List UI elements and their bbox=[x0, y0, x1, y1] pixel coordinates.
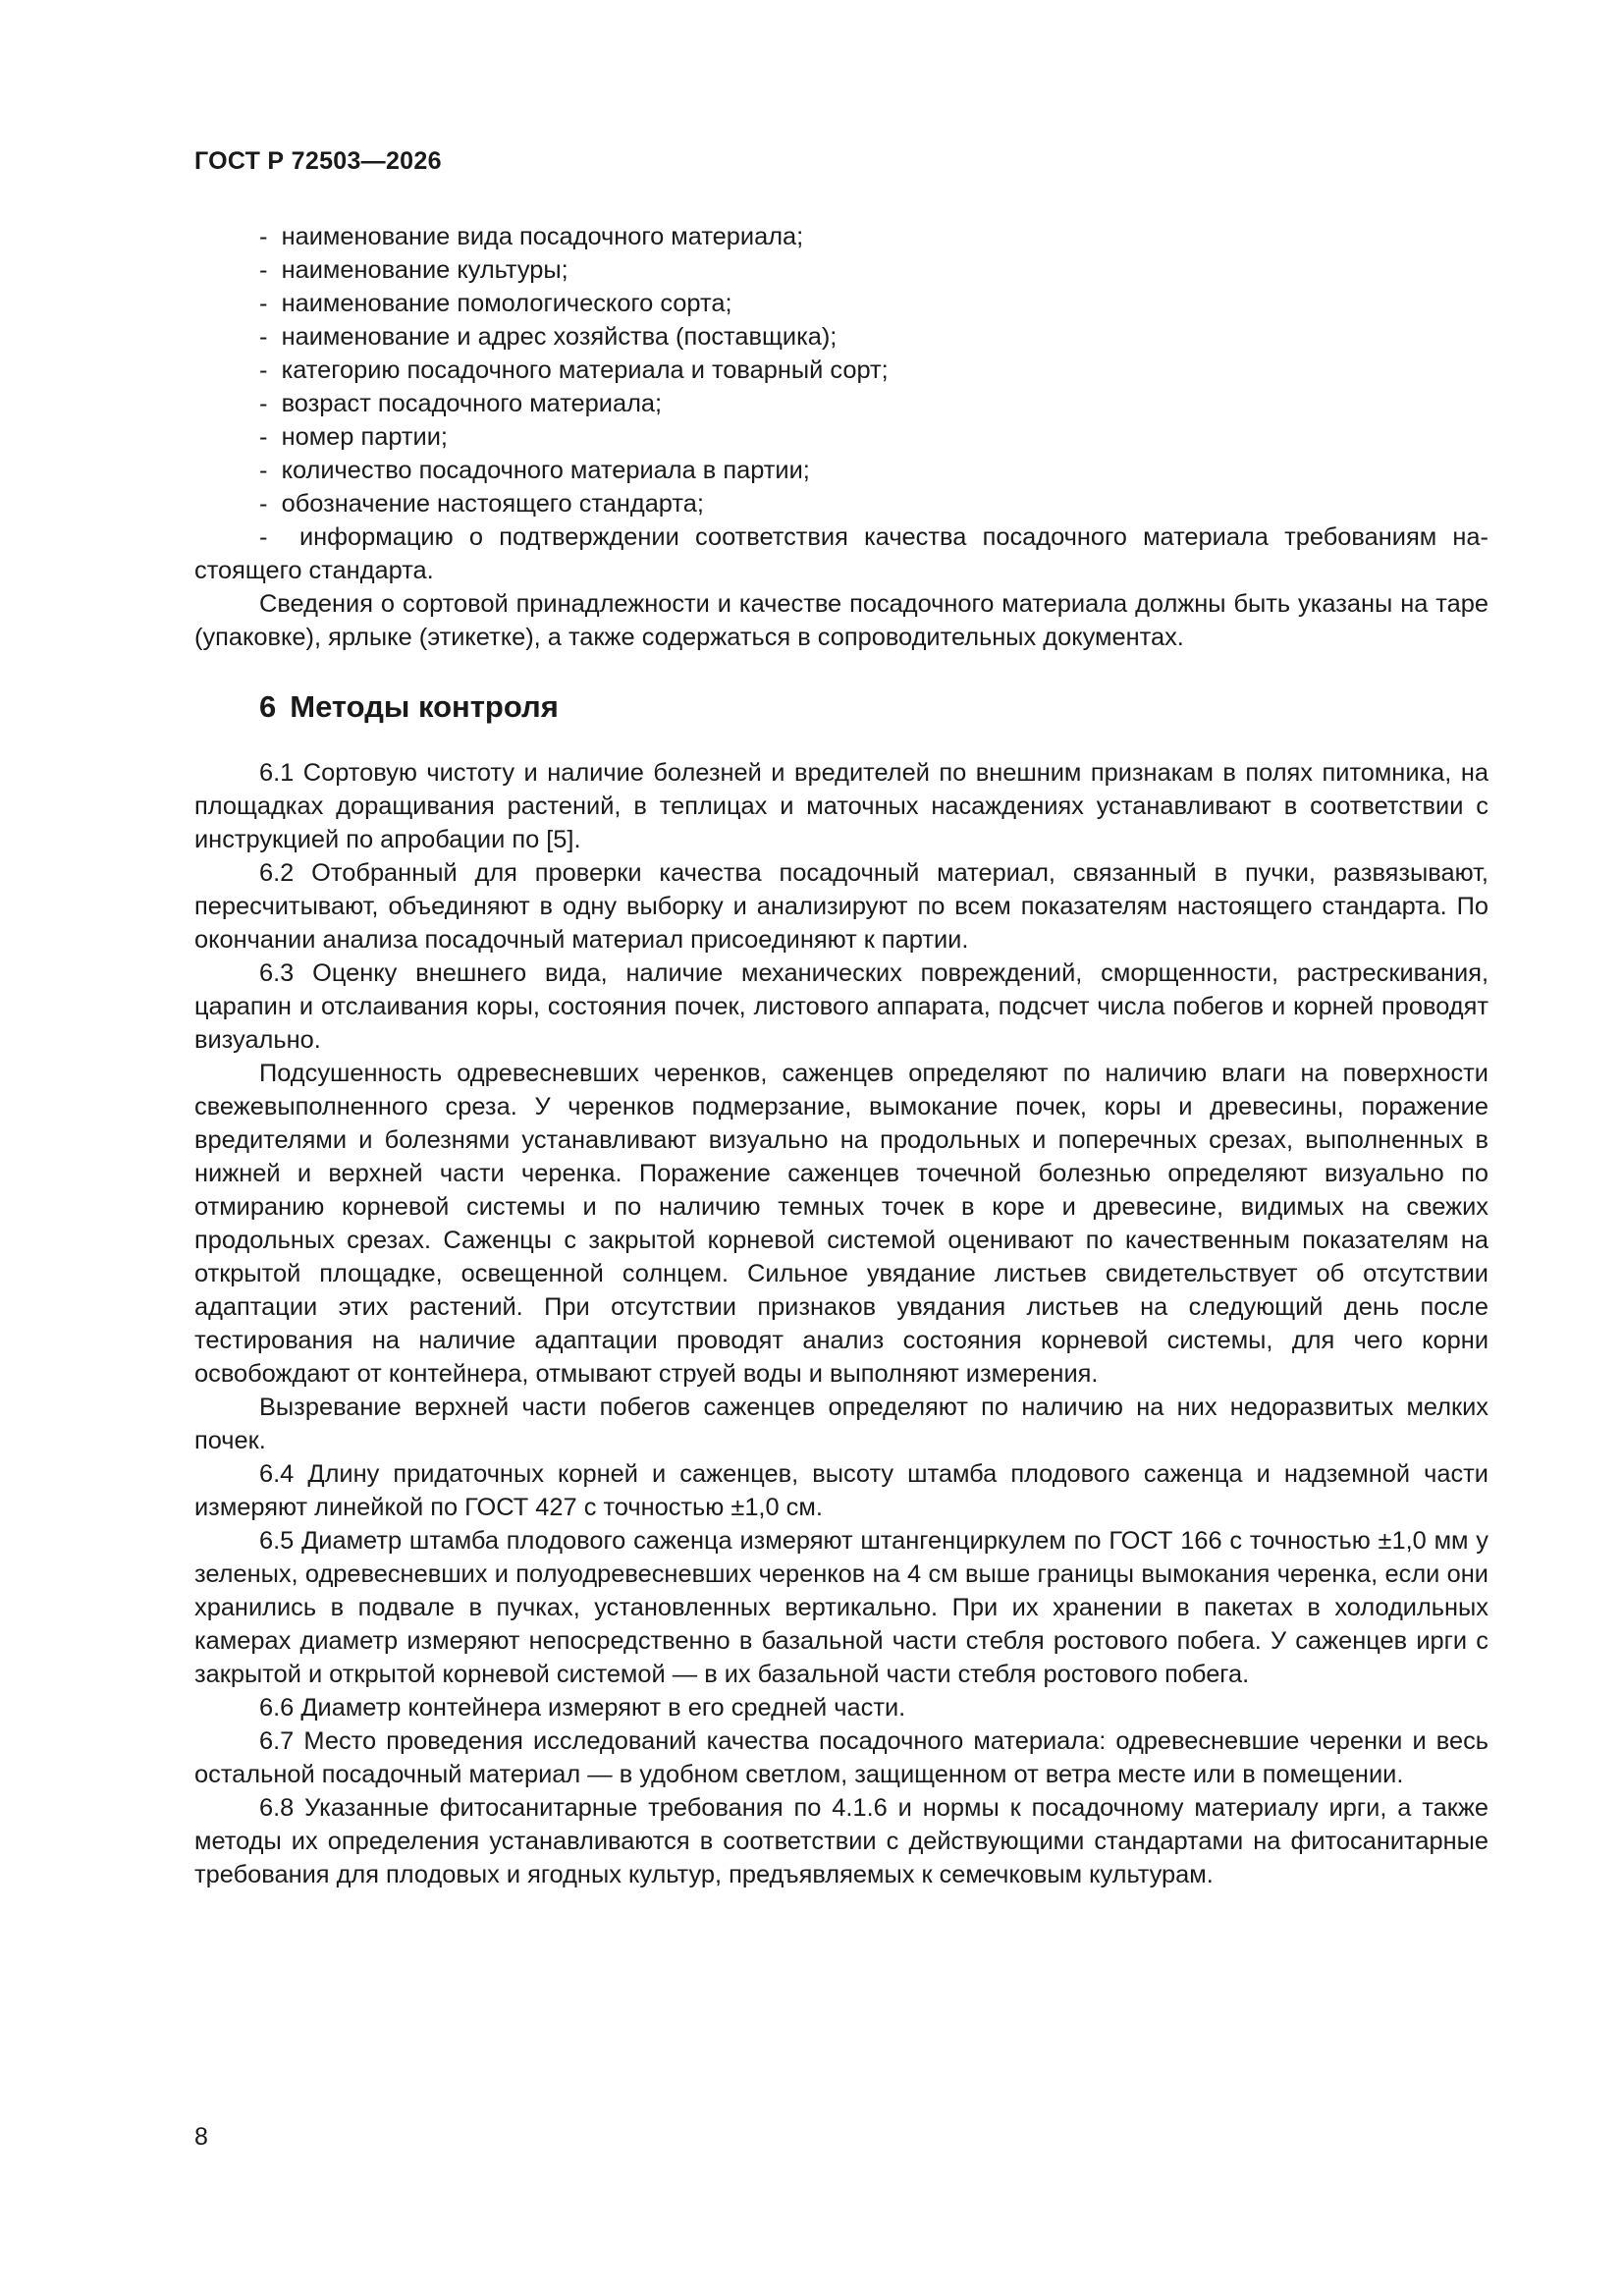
list-item: - наименование и адрес хозяйства (поставщика); bbox=[194, 320, 1488, 354]
list-item: - обозначение настоящего стандарта; bbox=[194, 487, 1488, 520]
document-body bbox=[194, 220, 1488, 1891]
paragraph-ripening: Вызревание верхней части побегов саженцев определяют по наличию на них недоразвитых мелких почек. bbox=[194, 1394, 1488, 1454]
list-item: - наименование помологического сорта; bbox=[194, 287, 1488, 320]
list-item: - категорию посадочного материала и товарный сорт; bbox=[194, 354, 1488, 387]
section-heading bbox=[259, 687, 1488, 727]
document-header-id: ГОСТ Р 72503—2026 bbox=[194, 147, 442, 175]
list-item: - номер партии; bbox=[194, 420, 1488, 454]
paragraph-6-1: 6.1 Сортовую чистоту и наличие болезней и вредителей по внешним признакам в полях питомника, на площадках доращивания растений, в теплицах и маточных насаждениях устанавливают в соответствии с инструкцией по апробации по [5]. bbox=[194, 759, 1488, 853]
paragraph-6-5: 6.5 Диаметр штамба плодового саженца измеряют штангенциркулем по ГОСТ 166 с точностью ±1,0 мм у зеленых, одревесневших и полуодревесневших черенков на 4 см выше границы вымокания черенка, если они хранились в подвале в пучках, установленных вертикально. При их хранении в пакетах в холодильных камерах диаметр измеряют непосредственно в базальной части стебля ростового побега. У саженцев ирги с закрытой и открытой корневой системой — в их базальной части стебля ростового побега. bbox=[194, 1527, 1488, 1688]
paragraph-6-2: 6.2 Отобранный для проверки качества посадочный материал, связанный в пучки, развязывают, пересчитывают, объединяют в одну выборку и анализируют по всем показателям настоящего стандарта. По окончании анализа посадочный материал присоединяют к партии. bbox=[194, 859, 1488, 954]
paragraph-6-7: 6.7 Место проведения исследований качества посадочного материала: одревесневшие черенки и весь остальной посадочный материал — в удобном светлом, защищенном от ветра месте или в помещении. bbox=[194, 1727, 1488, 1788]
paragraph-6-8: 6.8 Указанные фитосанитарные требования по 4.1.6 и нормы к посадочному материалу ирги, а также методы их определения устанавливаются в соответствии с действующими стандартами на фитосанитарные требования для плодовых и ягодных культур, предъявляемых к семечковым культурам. bbox=[194, 1794, 1488, 1888]
list-item: - наименование вида посадочного материала; bbox=[194, 220, 1488, 253]
labeling-paragraph: Сведения о сортовой принадлежности и качестве посадочного материала должны быть указаны на таре (упаковке), ярлыке (этикетке), а также содержаться в сопроводительных документах. bbox=[194, 590, 1488, 651]
paragraph-6-6: 6.6 Диаметр контейнера измеряют в его средней части. bbox=[259, 1694, 906, 1722]
list-item: - возраст посадочного материала; bbox=[194, 387, 1488, 420]
paragraph-6-3: 6.3 Оценку внешнего вида, наличие механических повреждений, сморщенности, растрескивания, царапин и отслаивания коры, состояния почек, листового аппарата, подсчет числа побегов и корней проводят визуально. bbox=[194, 959, 1488, 1054]
list-item: - информацию о подтверждении соответствия качества посадочного материала требованиям настоящего стандарта. bbox=[194, 520, 1488, 587]
page-number: 8 bbox=[194, 2123, 208, 2151]
list-item: - наименование культуры; bbox=[194, 253, 1488, 287]
section-title: Методы контроля bbox=[290, 689, 559, 724]
paragraph-dryness: Подсушенность одревесневших черенков, саженцев определяют по наличию влаги на поверхности свежевыполненного среза. У черенков подмерзание, вымокание почек, коры и древесины, поражение вредителями и болезнями устанавливают визуально на продольных и поперечных срезах, выполненных в нижней и верхней части черенка. Поражение саженцев точечной болезнью определяют визуально по отмиранию корневой системы и по наличию темных точек в коре и древесине, видимых на свежих продольных срезах. Саженцы с закрытой корневой системой оценивают по качественным показателям на открытой площадке, освещенной солнцем. Сильное увядание листьев свидетельствует об отсутствии адаптации этих растений. При отсутствии признаков увядания листьев на следующий день после тестирования на наличие адаптации проводят анализ состояния корневой системы, для чего корни освобождают от контейнера, отмывают струей воды и выполняют измерения. bbox=[194, 1060, 1488, 1388]
requirements-list bbox=[194, 220, 1488, 587]
section-number: 6 bbox=[259, 689, 277, 724]
list-item: - количество посадочного материала в партии; bbox=[194, 454, 1488, 487]
paragraph-6-4: 6.4 Длину придаточных корней и саженцев, высоту штамба плодового саженца и надземной части измеряют линейкой по ГОСТ 427 с точностью ±1,0 см. bbox=[194, 1460, 1488, 1521]
